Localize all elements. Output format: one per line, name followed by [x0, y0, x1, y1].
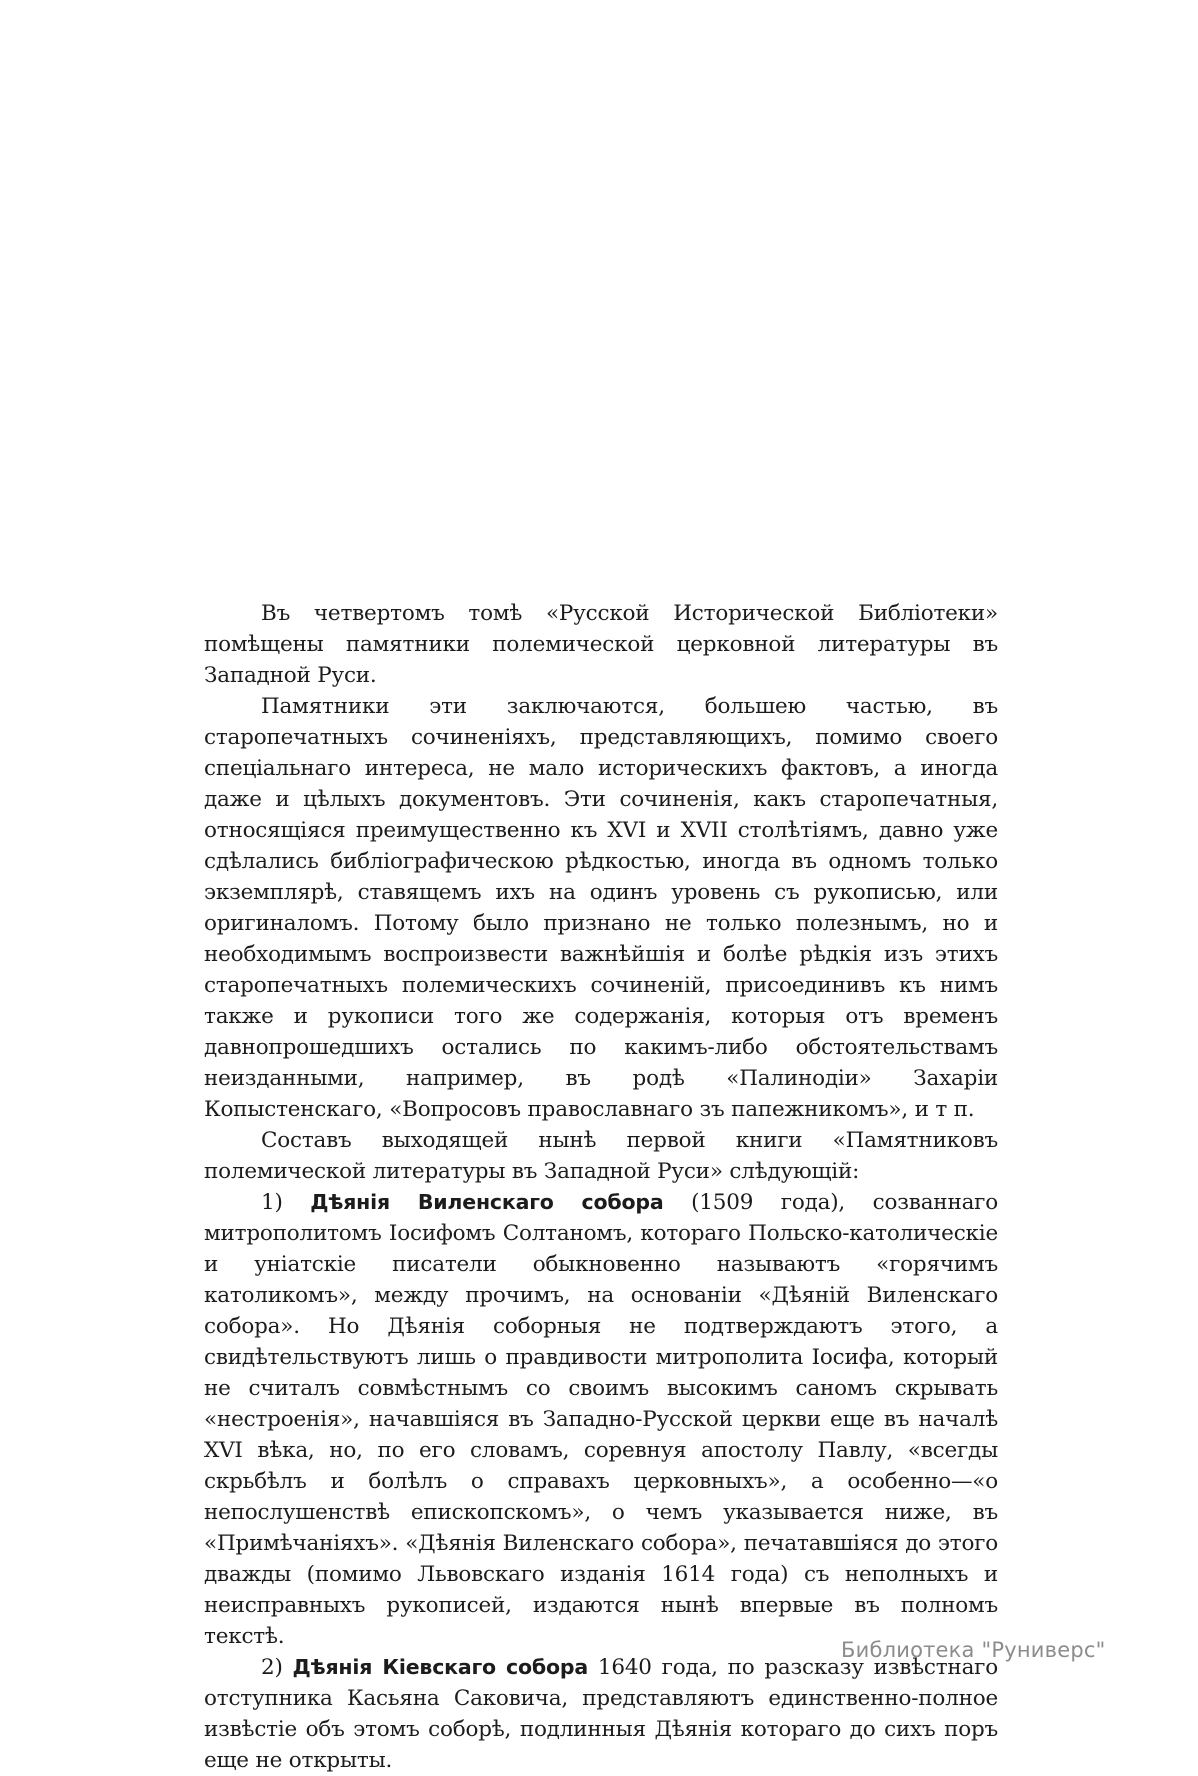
- paragraph-monuments: Памятники эти заключаются, большею частью, въ старопечатныхъ сочиненіяхъ, представляющихъ, помимо своего спеціальнаго интереса, не мало историческихъ фактовъ, а иногда даже и цѣлыхъ документовъ. Эти сочиненія, какъ старопечатныя, относящіяся преимущественно къ XVI и XVII столѣтіямъ, давно уже сдѣлались библіографическою рѣдкостью, иногда въ одномъ только экземплярѣ, ставящемъ ихъ на одинъ уровень съ рукописью, или оригиналомъ. Потому было признано не только полезнымъ, но и необходимымъ воспроизвести важнѣйшія и болѣе рѣдкія изъ этихъ старопечатныхъ полемическихъ сочиненій, присоединивъ къ нимъ также и рукописи того же содержанія, которыя отъ временъ давнопрошедшихъ остались по какимъ-либо обстоятельствамъ неизданными, например, въ родѣ «Палинодіи» Захаріи Копыстенскаго, «Вопросовъ православнаго зъ папежникомъ», и т п.: [204, 694, 998, 1122]
- page-body: [204, 598, 998, 1776]
- list-item-title: Дѣянія Кіевскаго собора: [292, 1655, 589, 1679]
- list-item-text: (1509 года), созваннаго митрополитомъ Іосифомъ Солтаномъ, котораго Польско-католическіе и уніатскіе писатели обыкновенно называютъ «горячимъ католикомъ», между прочимъ, на основаніи «Дѣяній Виленскаго собора». Но Дѣянія соборныя не подтверждаютъ этого, а свидѣтельствуютъ лишь о правдивости митрополита Іосифа, который не считалъ совмѣстнымъ со своимъ высокимъ саномъ скрывать «нестроенія», начавшіяся въ Западно-Русской церкви еще въ началѣ XVI вѣка, но, по его словамъ, соревнуя апостолу Павлу, «всегды скрьбѣлъ и болѣлъ о справахъ церковныхъ», а особенно—«о непослушенствѣ епископскомъ», о чемъ указывается ниже, въ «Примѣчаніяхъ». «Дѣянія Виленскаго собора», печатавшіяся до этого дважды (помимо Львовскаго изданія 1614 года) съ неполныхъ и неисправныхъ рукописей, издаются нынѣ впервые въ полномъ текстѣ.: [204, 1190, 998, 1649]
- paragraph-intro: Въ четвертомъ томѣ «Русской Исторической Библіотеки» помѣщены памятники полемической церковной литературы въ Западной Руси.: [204, 601, 998, 688]
- list-item-kiev-council: [204, 1652, 998, 1776]
- list-item-vilna-council: [204, 1187, 998, 1652]
- paragraph-contents: Составъ выходящей нынѣ первой книги «Памятниковъ полемической литературы въ Западной Руси» слѣдующій:: [204, 1128, 998, 1184]
- list-item-number: 2): [261, 1655, 283, 1680]
- list-item-number: 1): [261, 1190, 283, 1215]
- list-item-text: 1640 года, по разсказу извѣстнаго отступника Касьяна Саковича, представляютъ единственно-полное извѣстіе объ этомъ соборѣ, подлинныя Дѣянія котораго до сихъ поръ еще не открыты.: [204, 1655, 998, 1773]
- library-watermark: Библиотека "Руниверс": [841, 1638, 1106, 1662]
- list-item-title: Дѣянія Виленскаго собора: [310, 1190, 664, 1214]
